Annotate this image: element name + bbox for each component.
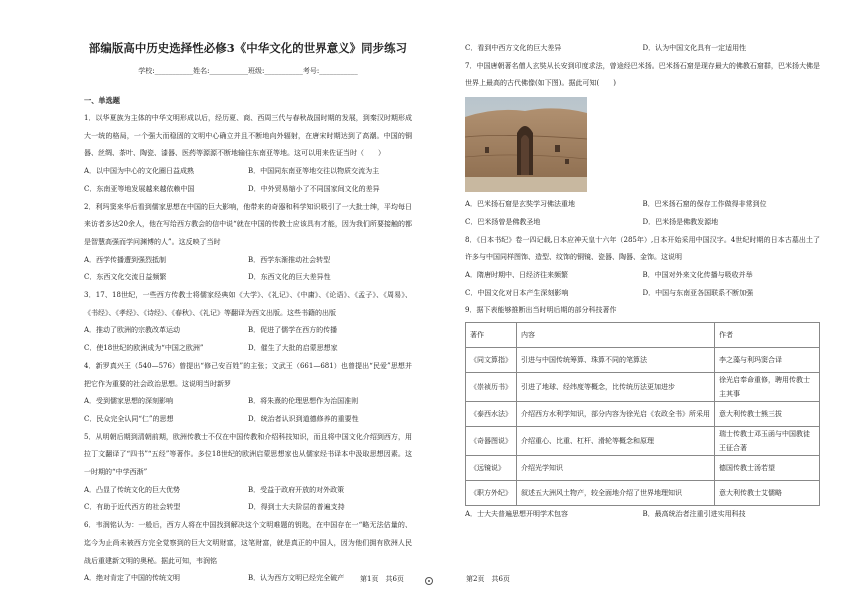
- table-cell: 意大利传教士艾儒略: [715, 481, 820, 506]
- page-number-right: 第2页 共6页: [466, 575, 510, 583]
- option: D．得到士大夫阶层的普遍支持: [248, 503, 345, 512]
- question-list-right: [465, 40, 820, 506]
- table-row: [466, 348, 820, 373]
- table-cell: 《职方外纪》: [466, 481, 517, 506]
- question-stem: 6．韦润铭认为：一般后，西方人将在中国找到解决这个文明难题的钥匙，在中国存在一“略无法估量的、迄今为止尚未被西方完全觉察到的巨大文明财富，这笔财富，就是真正的中国人，因为他们拥有欧洲人民战后重建新文明的奥秘。据此可知，韦润铭: [84, 521, 412, 565]
- option: B．认为西方文明已经完全破产: [248, 574, 345, 583]
- student-info-line: 学校:___________姓名:___________班级:___________考号:___________: [138, 67, 358, 75]
- option: B．中国同东南亚等地交往以物质交流为主: [248, 167, 380, 176]
- table-cell: 《崇祯历书》: [466, 373, 517, 402]
- table-cell: 引进了地球、经纬度等概念，比传统历法更加进步: [517, 373, 715, 402]
- table-row: [466, 427, 820, 456]
- option: D．认为中国文化具有一定适用性: [642, 44, 747, 52]
- table-cell: 介绍重心、比重、杠杆、滑轮等概念和原理: [517, 427, 715, 456]
- option: B．将朱熹的伦理思想作为治国准则: [248, 397, 359, 406]
- section-heading: 一、单选题: [84, 96, 120, 105]
- table-cell: 叙述五大洲风土物产，较全面地介绍了世界地理知识: [517, 481, 715, 506]
- table-cell: 《奇器图说》: [466, 427, 517, 456]
- question-stem: 2．利玛窦来华后看到儒家思想在中国的巨大影响，他带来的奇器和科学知识吸引了一大批士绅，平均每日来访者多达20余人，他在写给西方教会的信中说“就在中国的传教士应该具有才能，因为我们所要接触的都是智慧高强而学问渊博的人”。这反映了当时: [84, 202, 412, 246]
- option: D．东西文化的巨大差异性: [248, 273, 331, 282]
- option: C．巴米扬曾是佛教圣地: [465, 217, 541, 226]
- table-cell: 意大利传教士熊三拔: [715, 402, 820, 427]
- option: C．中国文化对日本产生深刻影响: [465, 288, 569, 297]
- table-row: [466, 373, 820, 402]
- question-stem: 7．中国唐朝著名僧人玄奘从长安到印度求法，曾途经巴米扬。巴米扬石窟是现存最大的佛教石窟群，巴米扬大佛是世界上最高的古代佛像(如下图)。据此可知( ): [465, 61, 820, 88]
- option: A．推动了欧洲的宗教改革运动: [84, 326, 181, 335]
- option: C．使18世纪的欧洲成为“中国之欧洲”: [84, 344, 204, 353]
- question-options: [84, 322, 412, 357]
- table-header-cell: 内容: [517, 323, 715, 348]
- option: A．隋唐时期中、日经济往来频繁: [465, 270, 569, 279]
- table-cell: 《泰西水法》: [466, 402, 517, 427]
- option: C．东西文化交流日益频繁: [84, 273, 167, 282]
- question-stem: 9．据下表能够推断出当时明后期的部分科技著作: [465, 306, 617, 315]
- option: B．中国对外来文化传播与吸收并举: [642, 270, 753, 279]
- table-cell: 引进与中国传统筹算、珠算不同的笔算法: [517, 348, 715, 373]
- option: B．西学东渐推动社会转型: [248, 255, 331, 264]
- question-options: [84, 163, 412, 198]
- option: D．中国与东南亚各国联系不断加强: [642, 288, 754, 297]
- gear-icon: [425, 577, 433, 585]
- question-list-left: [84, 110, 412, 588]
- option: A．巴米扬石窟是玄奘学习佛法重地: [465, 200, 576, 209]
- question-options: [465, 40, 820, 58]
- table-cell: 《同文算指》: [466, 348, 517, 373]
- option: D．催生了大批的启蒙思想家: [248, 344, 338, 353]
- table-cell: 德国传教士汤若望: [715, 456, 820, 481]
- question-options: [84, 482, 412, 517]
- question-stem: 1．以华夏族为主体的中华文明形成以后，经历夏、商、西周三代与春秋战国时期的发展，到秦汉时期形成大一统的格局，一个强大而稳固的文明中心确立并且不断地向外辐射，在唐宋时期达到了高潮。中国的铜器、丝绸、茶叶、陶瓷、漆器、医药等源源不断地输往东南亚等地。这可以用来佐证当时（ ）: [84, 114, 412, 158]
- question-options: [465, 267, 820, 302]
- question-options: [84, 252, 412, 287]
- option: D．中外贸易缩小了不同国家间文化的差异: [248, 184, 380, 193]
- option: B．最高统治者注重引进实用科技: [642, 510, 746, 519]
- page-number-left: 第1页 共6页: [360, 575, 404, 583]
- option: D．巴米扬是佛教发源地: [642, 217, 719, 226]
- table-cell: 徐光启奉命重修，聘用传教士主其事: [715, 373, 820, 402]
- option: A．受到儒家思想的深刻影响: [84, 397, 174, 406]
- option: C．有助于近代西方的社会转型: [84, 503, 181, 512]
- table-row: [466, 481, 820, 506]
- question-stem: 8．《日本书纪》卷一四记载,日本应神天皇十六年（285年）,日本开始采用中国汉字。4世纪时期的日本古墓出土了许多与中国同样图饰、造型、纹饰的铜镜、瓷器、陶器、金饰。这说明: [465, 235, 820, 262]
- science-books-table: [465, 322, 820, 506]
- question-options: [84, 393, 412, 428]
- table-cell: 李之藻与利玛窦合译: [715, 348, 820, 373]
- option: C．看到中西方文化的巨大差异: [465, 44, 562, 52]
- option: A．绝对肯定了中国的传统文明: [84, 574, 181, 583]
- table-cell: 《远镜说》: [466, 456, 517, 481]
- page-title: 部编版高中历史选择性必修3《中华文化的世界意义》同步练习: [88, 41, 408, 55]
- buddha-niche-photo-icon: [465, 97, 587, 192]
- table-header-row: [466, 323, 820, 348]
- table-row: [466, 402, 820, 427]
- option: B．受益于政府开放的对外政策: [248, 485, 345, 494]
- option: D．统治者认识到道德修养的重要性: [248, 414, 359, 423]
- table-cell: 介绍西方水利学知识，部分内容为徐光启《农政全书》所采用: [517, 402, 715, 427]
- table-header-cell: 作者: [715, 323, 820, 348]
- option: C．东南亚等地发展越来越依赖中国: [84, 184, 195, 193]
- table-row: [466, 456, 820, 481]
- table-cell: 介绍光学知识: [517, 456, 715, 481]
- option: C．民众完全认同“仁”的思想: [84, 414, 174, 423]
- option: A．士大夫普遍思想开明学术包容: [465, 510, 569, 519]
- question-stem: 3．17、18世纪，一些西方传教士将儒家经典如《大学》、《礼记》、《中庸》、《论语》、《孟子》、《周易》、《书经》、《孝经》、《诗经》、《春秋》、《礼记》等翻译为西文出版。这些书籍的出版: [84, 291, 412, 317]
- question-stem: 4．新罗真兴王（540—576）曾提出“修己安百姓”的主张；文武王（661—681）也曾提出“民爱”思想并把它作为重要的社会政治思想。这说明当时新罗: [84, 361, 412, 388]
- option: B．促进了儒学在西方的传播: [248, 326, 338, 335]
- option: A．以中国为中心的文化圈日益成熟: [84, 167, 195, 176]
- question-options: [465, 196, 820, 231]
- right-page: [430, 0, 860, 608]
- option: A．凸显了传统文化的巨大优势: [84, 485, 181, 494]
- option: B．巴米扬石窟的保存工作做得非常到位: [642, 200, 767, 209]
- table-header-cell: 著作: [466, 323, 517, 348]
- question-stem: 5．从明朝后期到清朝前期，欧洲传教士不仅在中国传教和介绍科技知识，而且将中国文化介绍到西方，用拉丁文翻译了“四书”“五经”等著作。多位18世纪的欧洲启蒙思想家也从儒家经书译本中汲取思想因素。这一时期的“中学西渐”: [84, 432, 412, 477]
- option: A．西学传播遭到强烈抵制: [84, 255, 167, 264]
- question-9-options: [465, 506, 820, 524]
- table-cell: 瑞士传教士邓玉函与中国教徒王征合著: [715, 427, 820, 456]
